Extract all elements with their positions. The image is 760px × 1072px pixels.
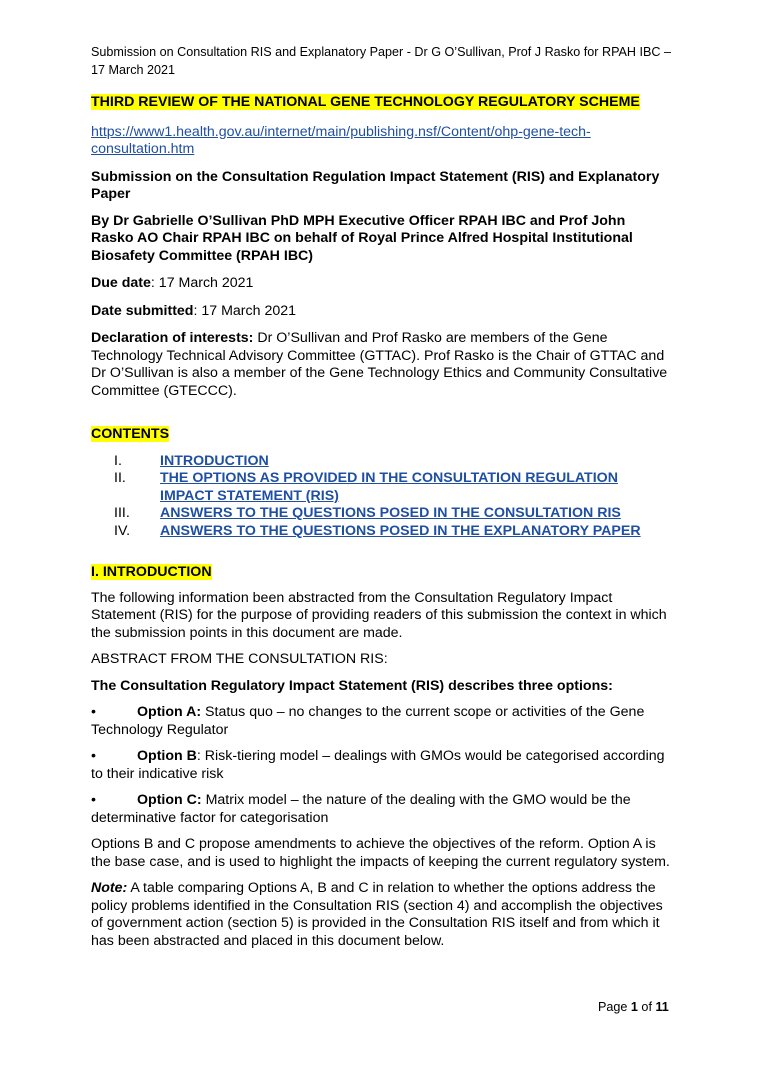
table-of-contents <box>91 453 671 541</box>
introduction-heading: I. INTRODUCTION <box>91 564 212 580</box>
date-submitted-label: Date submitted <box>91 302 194 319</box>
page-number-footer <box>598 999 669 1017</box>
toc-link-options-line1[interactable]: THE OPTIONS AS PROVIDED IN THE CONSULTATION REGULATION <box>160 470 618 486</box>
declaration-of-interests <box>91 330 671 400</box>
toc-item[interactable] <box>91 523 671 541</box>
note-label: Note: <box>91 880 128 896</box>
option-c-label: Option C: <box>137 792 202 808</box>
toc-link-introduction[interactable]: INTRODUCTION <box>160 452 269 469</box>
date-submitted <box>91 303 671 321</box>
option-c-bullet <box>91 792 671 827</box>
current-page-number: 1 <box>630 1000 638 1014</box>
toc-item-number: I. <box>114 452 122 469</box>
abstract-label: ABSTRACT FROM THE CONSULTATION RIS: <box>91 651 388 667</box>
toc-link-options[interactable] <box>160 470 671 505</box>
document-title: THIRD REVIEW OF THE NATIONAL GENE TECHNOLOGY REGULATORY SCHEME <box>91 94 640 110</box>
of-word: of <box>637 1000 656 1014</box>
running-header <box>91 44 681 79</box>
option-a-text: Status quo – no changes to the current scope or activities of the Gene Technology Regulator <box>91 704 645 738</box>
option-a-label: Option A: <box>137 704 202 720</box>
consultation-link-line1[interactable]: https://www1.health.gov.au/internet/main/publishing.nsf/Content/ohp-gene-tech- <box>91 123 591 140</box>
bullet-icon: • <box>91 748 96 764</box>
due-date-label: Due date <box>91 275 151 291</box>
declaration-label: Declaration of interests: <box>91 330 254 346</box>
total-pages: 11 <box>655 1000 669 1014</box>
bullet-icon: • <box>91 704 96 720</box>
document-body <box>91 94 671 950</box>
option-b-bullet <box>91 748 671 783</box>
options-summary-paragraph: Options B and C propose amendments to achieve the objectives of the reform. Option A is the base case, and is used to highlight the impacts of keeping the current regulatory system. <box>91 836 670 870</box>
contents-heading: CONTENTS <box>91 426 170 442</box>
due-date-value: : 17 March 2021 <box>150 275 254 291</box>
option-b-label: Option B <box>137 748 197 764</box>
intro-paragraph: The following information been abstracted from the Consultation Regulatory Impact Statement (RIS) for the purpose of providing readers of this submission the context in which the submission points in this document are made. <box>91 589 667 641</box>
page-word: Page <box>598 1000 631 1014</box>
document-subtitle: Submission on the Consultation Regulation Impact Statement (RIS) and Explanatory Paper <box>91 168 660 202</box>
date-submitted-value: : 17 March 2021 <box>193 302 297 319</box>
note-text: A table comparing Options A, B and C in relation to whether the options address the policy problems identified in the Consultation RIS (section 4) and accomplish the objectives of government action (section 5) is provided in the Consultation RIS itself and from which it has been abstracted and placed in this document below. <box>91 880 663 949</box>
consultation-link-line2[interactable]: consultation.htm <box>91 141 195 157</box>
note-paragraph <box>91 880 671 950</box>
toc-link-options-line2[interactable]: IMPACT STATEMENT (RIS) <box>160 487 339 504</box>
declaration-text: Dr O’Sullivan and Prof Rasko are members of the Gene Technology Technical Advisory Committee (GTTAC). Prof Rasko is the Chair of GTTAC and Dr O’Sullivan is also a member of the Gene Technology Ethics and Community Consultative Committee (GTECCC). <box>91 330 668 399</box>
toc-item-number: II. <box>114 470 126 486</box>
toc-item-number: III. <box>114 505 130 521</box>
toc-item-number: IV. <box>114 522 131 539</box>
toc-link-answers-explanatory[interactable]: ANSWERS TO THE QUESTIONS POSED IN THE EXPLANATORY PAPER <box>160 522 641 539</box>
document-byline: By Dr Gabrielle O’Sullivan PhD MPH Executive Officer RPAH IBC and Prof John Rasko AO Chair RPAH IBC on behalf of Royal Prince Alfred Hospital Institutional Biosafety Committee (RPAH IBC) <box>91 212 633 264</box>
toc-item[interactable] <box>91 470 671 505</box>
option-b-text: : Risk-tiering model – dealings with GMOs would be categorised according to their indicative risk <box>91 748 665 782</box>
consultation-link[interactable] <box>91 124 671 159</box>
options-intro: The Consultation Regulatory Impact Statement (RIS) describes three options: <box>91 677 613 694</box>
running-header-line2: 17 March 2021 <box>91 62 176 77</box>
running-header-line1: Submission on Consultation RIS and Explanatory Paper - Dr G O’Sullivan, Prof J Rasko for RPAH IBC – <box>91 45 672 59</box>
toc-link-answers-ris[interactable]: ANSWERS TO THE QUESTIONS POSED IN THE CONSULTATION RIS <box>160 505 621 521</box>
bullet-icon: • <box>91 792 96 808</box>
option-a-bullet <box>91 704 671 739</box>
toc-item[interactable] <box>91 453 671 471</box>
option-c-text: Matrix model – the nature of the dealing with the GMO would be the determinative factor for categorisation <box>91 792 631 826</box>
toc-item[interactable] <box>91 505 671 523</box>
due-date <box>91 275 671 293</box>
